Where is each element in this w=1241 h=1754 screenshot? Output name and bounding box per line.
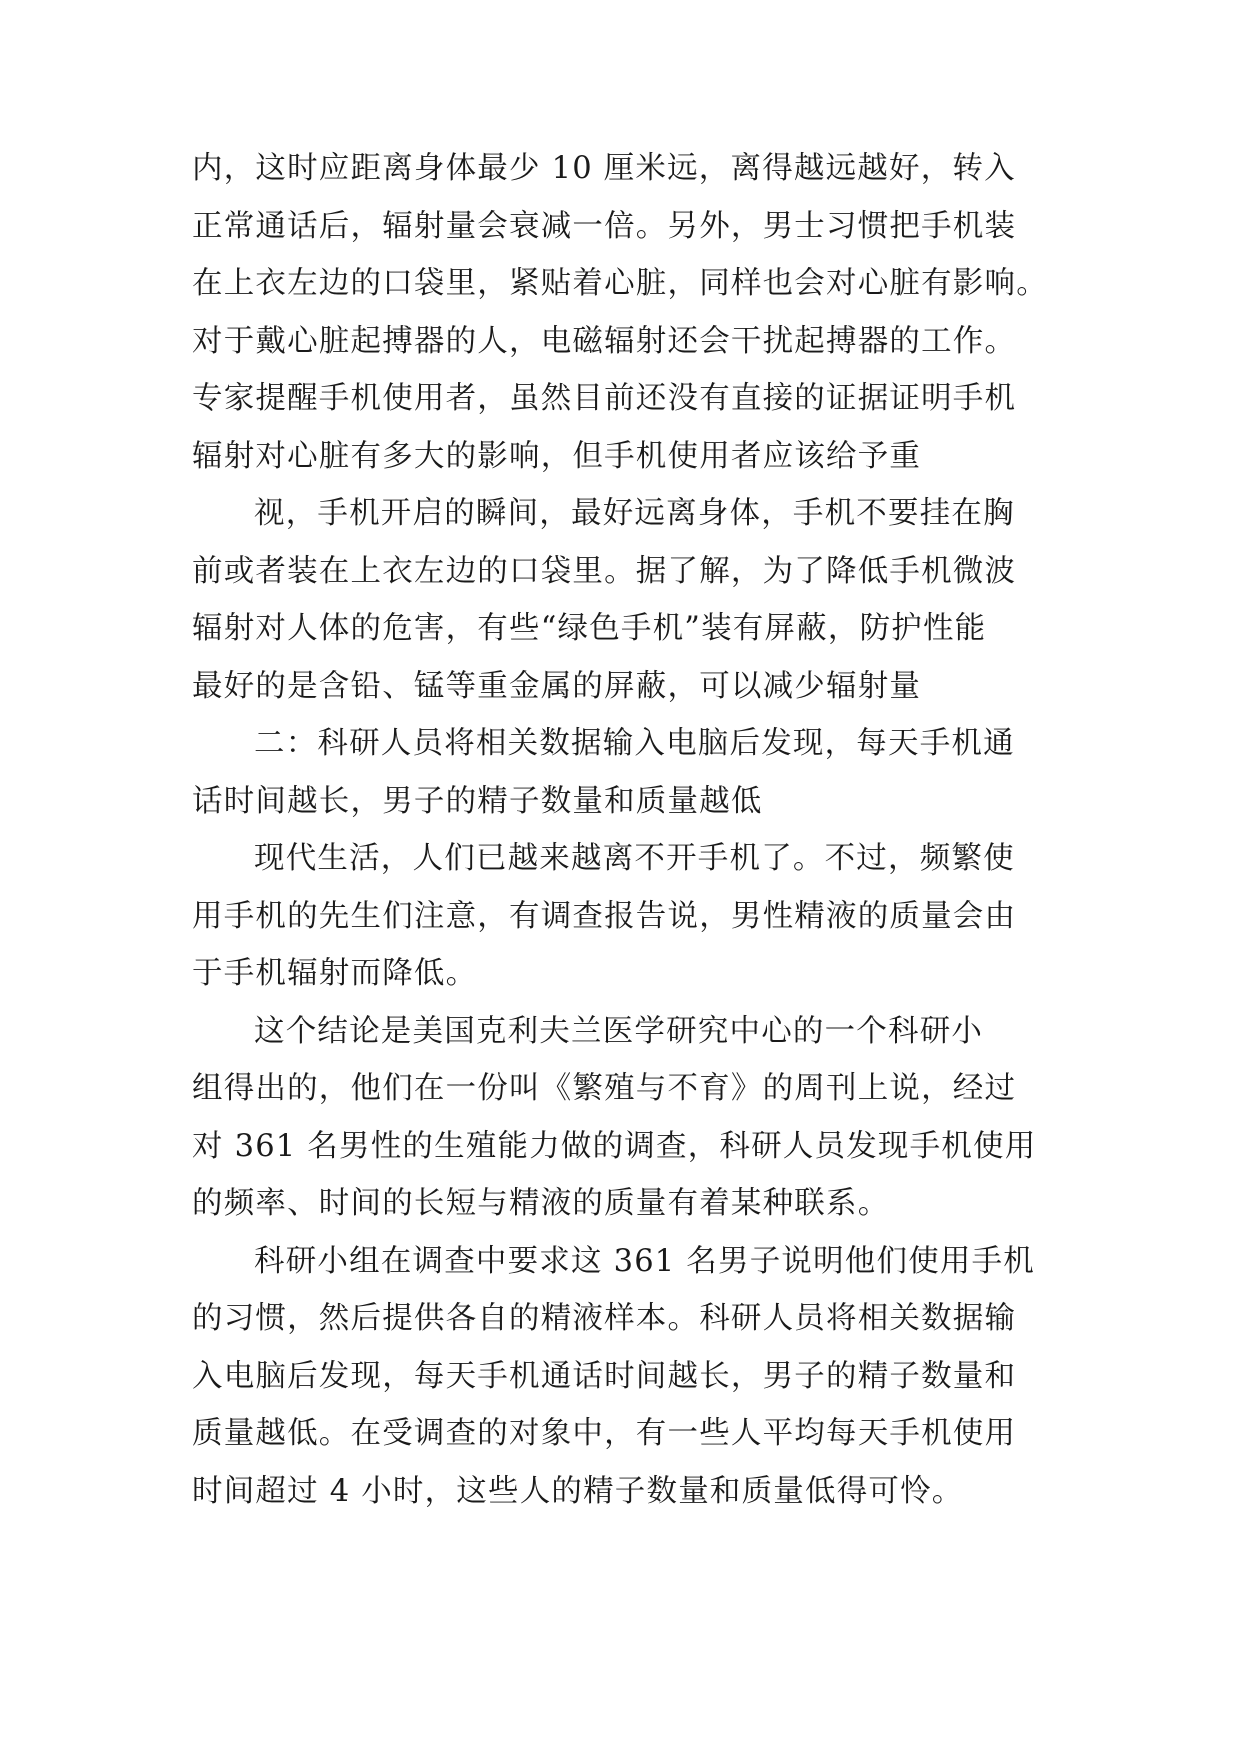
text-line: 最好的是含铅、锰等重金属的屏蔽，可以减少辐射量 bbox=[192, 668, 922, 704]
text-line: 在上衣左边的口袋里，紧贴着心脏，同样也会对心脏有影响。 bbox=[192, 266, 1048, 301]
text-line: 用手机的先生们注意，有调查报告说，男性精液的质量会由 bbox=[192, 898, 1017, 934]
body-text bbox=[192, 140, 1062, 1520]
text-line: 内，这时应距离身体最少 10 厘米远，离得越远越好，转入 bbox=[192, 151, 1016, 186]
text-line: 正常通话后，辐射量会衰减一倍。另外，男士习惯把手机装 bbox=[192, 208, 1017, 244]
text-line: 专家提醒手机使用者，虽然目前还没有直接的证据证明手机 bbox=[192, 381, 1017, 416]
text-line: 的频率、时间的长短与精液的质量有着某种联系。 bbox=[192, 1186, 890, 1221]
text-line: 视，手机开启的瞬间，最好远离身体，手机不要挂在胸 bbox=[254, 496, 1015, 531]
section-heading-line: 话时间越长，男子的精子数量和质量越低 bbox=[192, 783, 763, 819]
text-line: 对 361 名男性的生殖能力做的调查，科研人员发现手机使用 bbox=[192, 1128, 1037, 1164]
text-line: 入电脑后发现，每天手机通话时间越长，男子的精子数量和 bbox=[192, 1358, 1017, 1394]
text-line: 的习惯，然后提供各自的精液样本。科研人员将相关数据输 bbox=[192, 1301, 1017, 1336]
text-line: 科研小组在调查中要求这 361 名男子说明他们使用手机 bbox=[254, 1243, 1036, 1279]
text-line: 组得出的，他们在一份叫《繁殖与不育》的周刊上说，经过 bbox=[192, 1071, 1017, 1106]
text-line: 辐射对人体的危害，有些“绿色手机”装有屏蔽，防护性能 bbox=[192, 611, 987, 646]
text-line: 前或者装在上衣左边的口袋里。据了解，为了降低手机微波 bbox=[192, 553, 1017, 589]
text-line: 于手机辐射而降低。 bbox=[192, 956, 478, 991]
text-line: 辐射对心脏有多大的影响，但手机使用者应该给予重 bbox=[192, 438, 922, 474]
section-heading-line: 二：科研人员将相关数据输入电脑后发现，每天手机通 bbox=[254, 726, 1015, 761]
text-line: 现代生活，人们已越来越离不开手机了。不过，频繁使 bbox=[254, 841, 1015, 876]
text-line: 时间超过 4 小时，这些人的精子数量和质量低得可怜。 bbox=[192, 1473, 964, 1509]
text-line: 这个结论是美国克利夫兰医学研究中心的一个科研小 bbox=[254, 1013, 984, 1049]
text-line: 对于戴心脏起搏器的人，电磁辐射还会干扰起搏器的工作。 bbox=[192, 323, 1017, 359]
text-line: 质量越低。在受调查的对象中，有一些人平均每天手机使用 bbox=[192, 1416, 1017, 1451]
